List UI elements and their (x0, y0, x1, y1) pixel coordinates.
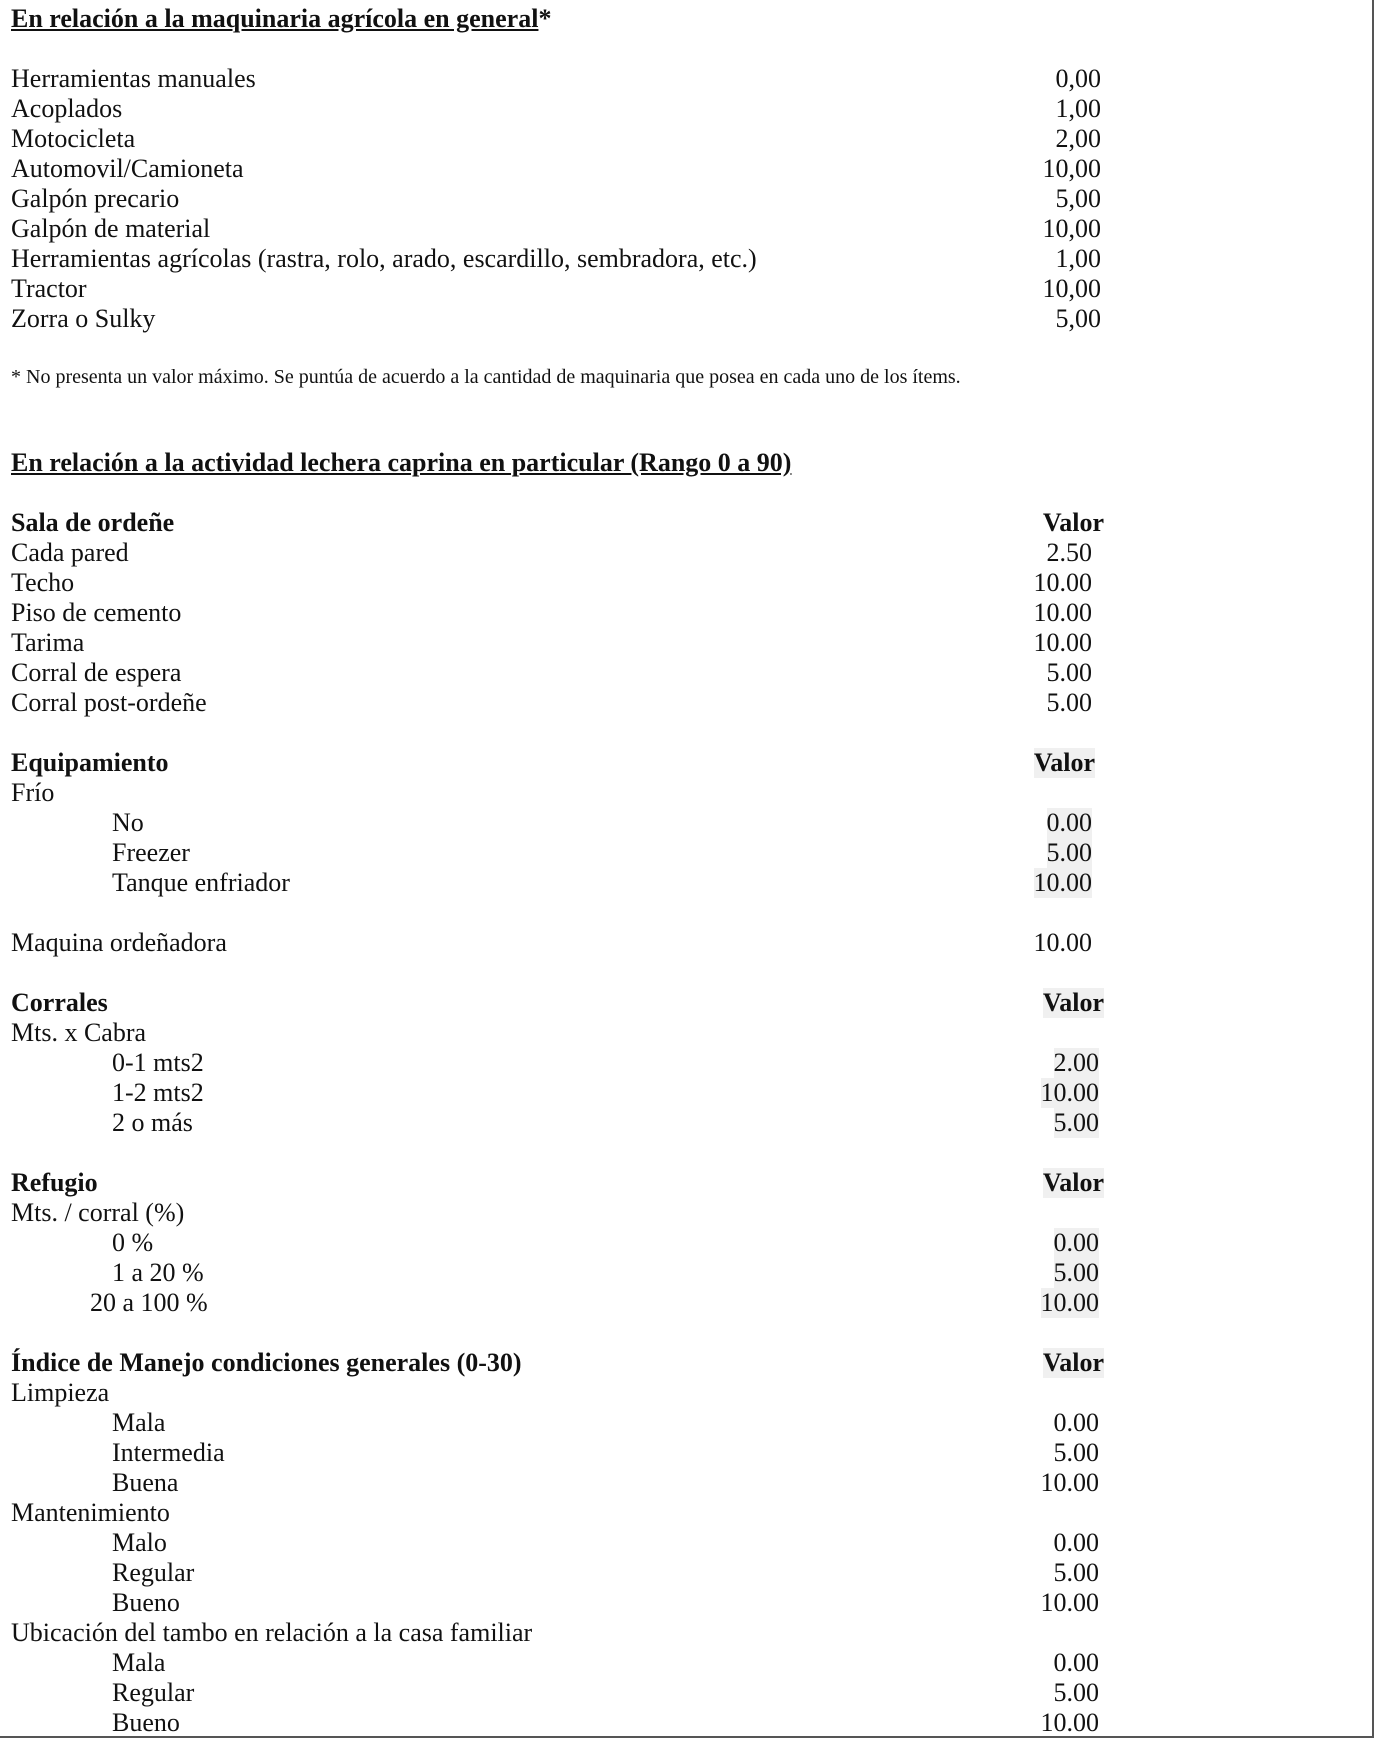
list-item-value: 0.00 (1046, 808, 1092, 837)
list-item-value: 5.00 (1046, 838, 1092, 867)
list-item-value: 10,00 (1042, 214, 1101, 243)
manejo-title: Índice de Manejo condiciones generales (0-30) (11, 1348, 522, 1377)
list-item: Zorra o Sulky (11, 304, 156, 333)
list-item: Mala (112, 1648, 166, 1677)
list-item: 20 a 100 % (90, 1288, 208, 1317)
list-item-value: 10.00 (1033, 568, 1092, 597)
list-item: Galpón precario (11, 184, 180, 213)
refugio-valor-header: Valor (1042, 1168, 1104, 1197)
list-item-value: 2.50 (1046, 538, 1092, 567)
list-item-value: 5.00 (1046, 688, 1092, 717)
ubicacion-label: Ubicación del tambo en relación a la casa familiar (11, 1618, 533, 1647)
list-item: Malo (112, 1528, 167, 1557)
list-item-value: 10,00 (1042, 274, 1101, 303)
section1-asterisk: * (538, 4, 552, 33)
list-item: Regular (112, 1678, 195, 1707)
list-item-value: 10,00 (1042, 154, 1101, 183)
list-item-value: 10.00 (1033, 598, 1092, 627)
corrales-sub: Mts. x Cabra (11, 1018, 147, 1047)
list-item-value: 10.00 (1040, 1588, 1099, 1617)
list-item: Tractor (11, 274, 87, 303)
list-item: Bueno (112, 1708, 180, 1737)
list-item: Corral de espera (11, 658, 182, 687)
list-item: Freezer (112, 838, 190, 867)
sala-valor-header: Valor (1042, 508, 1104, 537)
section2-heading: En relación a la actividad lechera caprina en particular (Rango 0 a 90) (11, 448, 792, 477)
list-item: No (112, 808, 144, 837)
corrales-title: Corrales (11, 988, 108, 1017)
list-item-value: 10.00 (1040, 1468, 1099, 1497)
corrales-valor-header: Valor (1042, 988, 1104, 1017)
list-item-value: 1,00 (1055, 94, 1101, 123)
list-item: Techo (11, 568, 75, 597)
list-item: Bueno (112, 1588, 180, 1617)
list-item: Tanque enfriador (112, 868, 290, 897)
list-item: Tarima (11, 628, 85, 657)
sala-title: Sala de ordeñe (11, 508, 175, 537)
list-item: Herramientas agrícolas (rastra, rolo, arado, escardillo, sembradora, etc.) (11, 244, 757, 273)
refugio-title: Refugio (11, 1168, 98, 1197)
refugio-sub: Mts. / corral (%) (11, 1198, 185, 1227)
list-item-value: 2.00 (1053, 1048, 1099, 1077)
list-item: Mala (112, 1408, 166, 1437)
list-item: 0 % (112, 1228, 154, 1257)
frio-label: Frío (11, 778, 55, 807)
maquina-label: Maquina ordeñadora (11, 928, 227, 957)
list-item: 0-1 mts2 (112, 1048, 204, 1077)
list-item: Corral post-ordeñe (11, 688, 207, 717)
list-item-value: 2,00 (1055, 124, 1101, 153)
section1-heading-line (11, 4, 551, 34)
list-item: Cada pared (11, 538, 129, 567)
mantenimiento-label: Mantenimiento (11, 1498, 170, 1527)
equipamiento-title: Equipamiento (11, 748, 169, 777)
equipamiento-valor-header: Valor (1033, 748, 1095, 777)
list-item-value: 5,00 (1055, 304, 1101, 333)
list-item: Piso de cemento (11, 598, 182, 627)
list-item-value: 0.00 (1053, 1528, 1099, 1557)
list-item: 1 a 20 % (112, 1258, 204, 1287)
list-item: Buena (112, 1468, 179, 1497)
list-item: Automovil/Camioneta (11, 154, 244, 183)
list-item-value: 5.00 (1053, 1558, 1099, 1587)
manejo-valor-header: Valor (1042, 1348, 1104, 1377)
list-item-value: 10.00 (1040, 1708, 1099, 1737)
list-item-value: 5.00 (1046, 658, 1092, 687)
list-item-value: 0,00 (1055, 64, 1101, 93)
maquina-value: 10.00 (1033, 928, 1092, 957)
limpieza-label: Limpieza (11, 1378, 110, 1407)
list-item-value: 5.00 (1053, 1678, 1099, 1707)
section1-footnote: * No presenta un valor máximo. Se puntúa de acuerdo a la cantidad de maquinaria que posea en cada uno de los ítems. (11, 366, 961, 388)
list-item-value: 0.00 (1053, 1228, 1099, 1257)
list-item-value: 0.00 (1053, 1408, 1099, 1437)
list-item: Acoplados (11, 94, 123, 123)
list-item: 1-2 mts2 (112, 1078, 204, 1107)
section1-heading: En relación a la maquinaria agrícola en general (11, 4, 539, 33)
list-item: Galpón de material (11, 214, 211, 243)
list-item: Regular (112, 1558, 195, 1587)
list-item-value: 5.00 (1053, 1438, 1099, 1467)
list-item-value: 10.00 (1040, 1078, 1099, 1107)
list-item-value: 10.00 (1040, 1288, 1099, 1317)
list-item: Motocicleta (11, 124, 136, 153)
list-item-value: 0.00 (1053, 1648, 1099, 1677)
list-item-value: 5.00 (1053, 1258, 1099, 1287)
list-item: Intermedia (112, 1438, 225, 1467)
list-item: Herramientas manuales (11, 64, 256, 93)
list-item-value: 1,00 (1055, 244, 1101, 273)
list-item-value: 10.00 (1033, 868, 1092, 897)
list-item: 2 o más (112, 1108, 193, 1137)
list-item-value: 5.00 (1053, 1108, 1099, 1137)
list-item-value: 5,00 (1055, 184, 1101, 213)
list-item-value: 10.00 (1033, 628, 1092, 657)
